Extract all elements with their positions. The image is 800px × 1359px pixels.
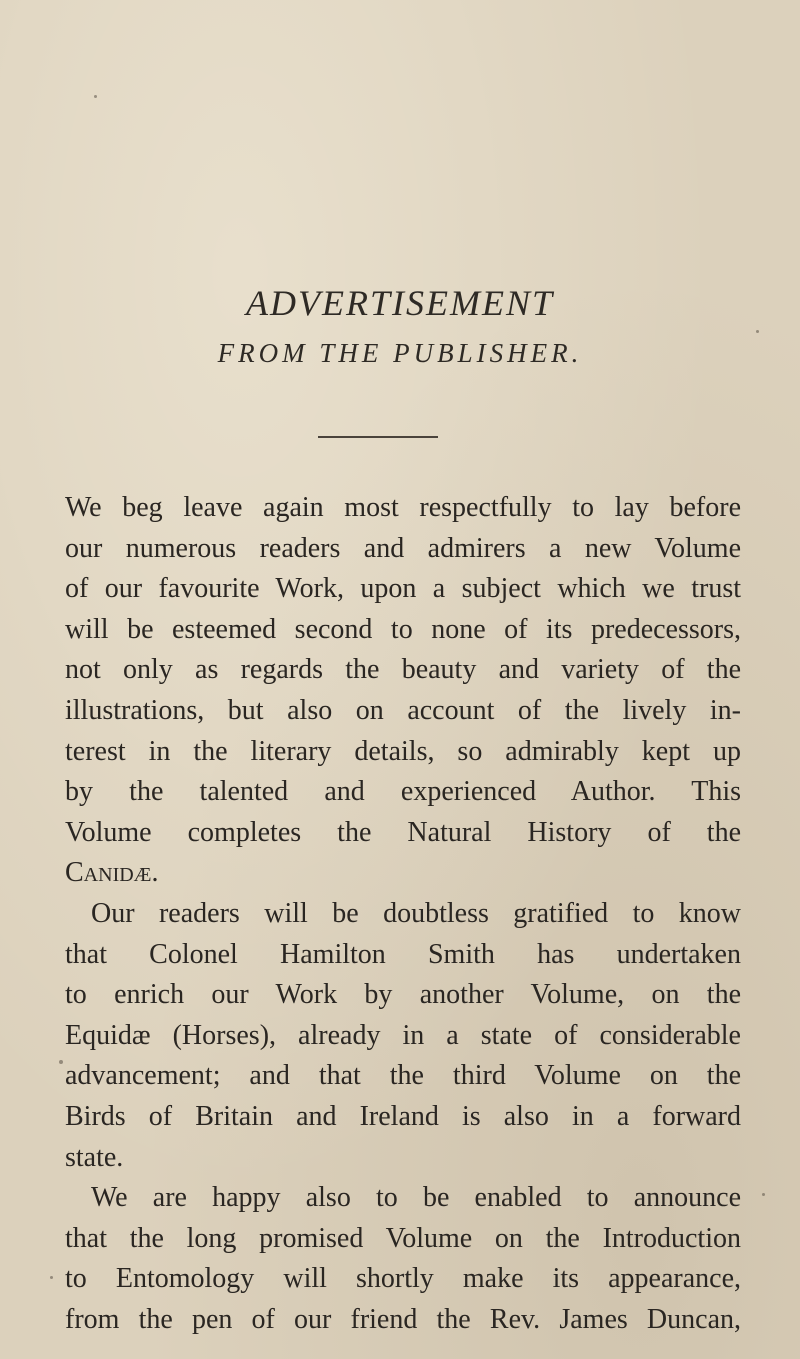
decorative-rule <box>318 436 438 438</box>
text-line: Volume completes the Natural History of the <box>65 816 741 848</box>
text-line: Our readers will be doubtless gratified to know <box>91 897 741 929</box>
page-subtitle: FROM THE PUBLISHER. <box>217 338 583 368</box>
text-line: We beg leave again most respectfully to lay before <box>65 492 741 523</box>
text-line: to Entomology will shortly make its appearance, <box>65 1263 741 1295</box>
paper-speck <box>50 1276 53 1279</box>
paper-speck <box>59 1060 63 1064</box>
text-line: to enrich our Work by another Volume, on the <box>65 979 741 1011</box>
paper-speck <box>94 95 97 98</box>
paper-speck <box>762 1193 765 1196</box>
text-line: not only as regards the beauty and variety of the <box>65 654 741 686</box>
text-line: Birds of Britain and Ireland is also in a forward <box>65 1100 741 1132</box>
text-line: Equidæ (Horses), already in a state of considerable <box>65 1019 741 1051</box>
text-line: state. <box>65 1141 124 1173</box>
text-line: our numerous readers and admirers a new Volume <box>65 532 741 564</box>
page-title: ADVERTISEMENT <box>246 283 554 323</box>
text-line: Canidæ. <box>65 857 159 889</box>
text-line: of our favourite Work, upon a subject which we trust <box>65 573 741 605</box>
text-line: terest in the literary details, so admirably kept up <box>65 735 741 767</box>
text-line: that the long promised Volume on the Introduction <box>65 1222 741 1254</box>
text-line: advancement; and that the third Volume on the <box>65 1060 741 1092</box>
text-line: illustrations, but also on account of the lively in- <box>65 694 741 726</box>
text-line: from the pen of our friend the Rev. James Duncan, <box>65 1303 741 1335</box>
text-line: will be esteemed second to none of its predecessors, <box>65 613 741 645</box>
text-line: We are happy also to be enabled to announce <box>91 1182 741 1214</box>
text-line: that Colonel Hamilton Smith has undertaken <box>65 938 741 970</box>
text-line: by the talented and experienced Author. This <box>65 776 741 808</box>
paper-speck <box>756 330 759 333</box>
advertisement-text <box>65 488 741 1340</box>
